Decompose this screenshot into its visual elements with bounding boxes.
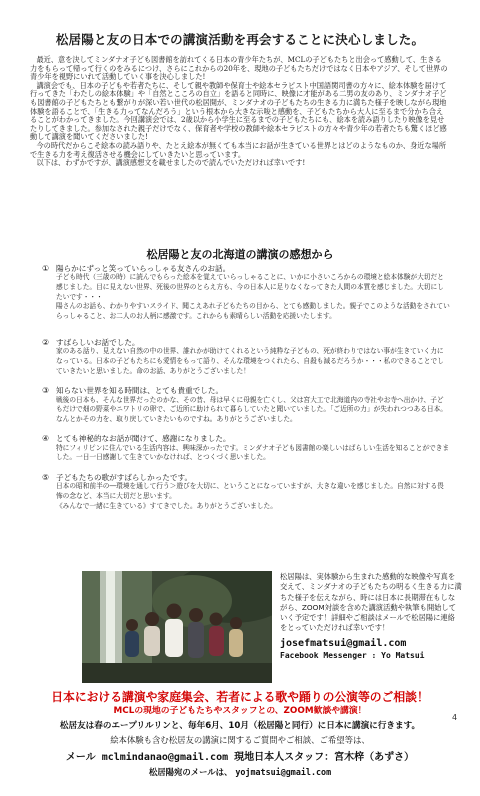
cta-line-1: 日本における講演や家庭集会、若者による歌や踊りの公演等のご相談！ [51, 690, 429, 704]
call-to-action [0, 690, 480, 717]
testimonial-item [42, 473, 450, 511]
item-heading: 知らない世界を知る時間は、とても貴重でした。 [56, 386, 224, 396]
yo-mail-address[interactable]: yojmatsui@gmail.com [235, 767, 332, 777]
intro-paragraph: 今の時代だからこそ絵本の読み語りや、たとえ絵本が無くても本当にお話が生きている世界とはどのようなものか、身近な場所で生きる力を考え復活させる機会にしていきたいと思っています。 [30, 140, 447, 159]
item-number: ⑤ [42, 472, 50, 482]
page-title: 松居陽と友の日本での講演活動を再会することに決心しました。 [55, 32, 425, 47]
testimonial-item [42, 386, 450, 424]
staff-label: 現地日本人スタッフ：宮木梓（あずさ） [234, 752, 415, 763]
item-heading: すばらしいお話でした。 [56, 338, 140, 347]
profile-facebook: Facebook Messenger : Yo Matsui [280, 650, 425, 660]
group-photo [82, 571, 272, 683]
yo-mail-label: 松居陽宛のメールは、 [148, 767, 233, 777]
page-number: 4 [452, 713, 458, 722]
testimonial-list [42, 264, 450, 517]
schedule-note: 松居友は春のエープリルリンと、毎年6月、10月（松居陽と同行）に日本に講演に行きます。 [59, 721, 421, 731]
cta-line-2: MCLの現地の子どもたちやスタッフとの、ZOOM歓談や講演！ [113, 706, 367, 716]
item-number: ① [42, 264, 50, 273]
inquiry-note: 絵本体験も含む松居友の講演に関するご質問やご相談、ご希望等は、 [110, 735, 370, 745]
item-text: 家のある話り、見えない自然の中の世界、誰れかが助けてくれるという純粋な子どもの、死が終わりではない事が生きていく力になっている。日本の子どもたちにも愛情をもって語り、そんな環境をつくれたら、自殺も減るだろうか・・・私のできることでしていきたいと思いました。命のお話、ありがとうございました！ [56, 347, 444, 375]
profile-blurb: 松居陽は、実体験から生まれた感動的な映像や写真を交えて、ミンダナオの子どもたちの明るく生きる力に満ちた様子を伝えながら、時には日本に長期滞在もしながら、ZOOM対談を含めた講演活動や執筆も開始していく予定です！詳細やご相談はメールで松居陽に連絡をとっていただければ幸いです！ [280, 572, 462, 633]
yo-matsui-profile [280, 572, 462, 660]
contact-email[interactable]: mclmindanao@gmail.com [101, 752, 229, 763]
group-photo-image [82, 571, 272, 683]
intro-paragraph: 講演会でも、日本の子どもや若者たちに、そして親や教師や保育士や絵本セラピスト中国語関司書の方々に、絵本体験を届けて行ってきた「わたしの絵本体験」や「自然とこころの自立」を語ると同時に、映像に才能がある二男の友のあり、ミンダナオ子ども図書館の子どもたちとも繋がりが深い若い世代の松居開が、ミンダナオの子どもたちの生きる力に満ちた様子を映しながら現地体験を語ることで、「生きる力ってなんだろう」という根本から大きな示唆と感動を、子どもたちから大人に至るまで分かち合えることがわかってきました。今回講演会では、2歳以から小学生に至るまでの子どもたちにも、絵本を読み語りしたり映像を見せたりしてきました。参加なされた親子だけでなく、保育者や学校の教師や絵本セラピストの方々や青少年の若者たちも驚くほど感動して講演を聞いてくださいました! [30, 80, 447, 142]
yo-mail-line [0, 766, 480, 778]
item-text: 子ども時代（三歳の時）に読んでもらった絵本を覚えていらっしゃることに、いかに小さいころからの環境と絵本体験が大切だと感じました。目に見えない世界、死後の世界のとらえ方も、今の日本人に足りなくなってきた人間の本質を感じました。大切にしたいです・・・ 陽さんのお話も、わかりやすいスライド、聞こえあれ子どもたちの目から、とても感動しました。親子でこのような活動をされていらっしゃること、お二人のお人柄に感激です。これからも素晴らしい活動を応援いたします。 [56, 273, 450, 320]
section-subtitle: 松居陽と友の北海道の講演の感想から [146, 248, 334, 261]
item-text: 特にフィリピンに住んでいる生活内容は、興味深かったです。ミンダナオ子ども図書館の楽しいはばらしい生活を知ることができました。一日一日感謝して生きていかなければ、とつくづく思いました。 [56, 443, 450, 462]
intro-paragraph: 最近、意を決してミンダナオ子ども図書館を訪れてくる日本の青少年たちが、MCLの子どもたちと出会って感動して、生きる力をもらって帰って行くのをみるにつけ、さらにこれからの20年を、現地の子どもたちだけではなく日本やアジア、そして世界の青少年を視野にいれて活動していく事を決心しました! [30, 55, 448, 82]
item-heading: 子どもたちの歌がすばらしかったです。 [56, 472, 193, 482]
item-number: ② [42, 338, 50, 347]
contact-line [0, 748, 480, 763]
item-text: 日本の昭和前半の―環境を通して行う＞遊びを大切に、ということになっていますが、大きな違いを感じました。自然に対する畏怖の念など、本当に大切だと思います。 《みんなで一緒に生きている》すてきでした。ありがとうございました。 [56, 482, 444, 510]
item-number: ④ [42, 434, 50, 444]
profile-email[interactable]: josefmatsui@gmail.com [280, 637, 407, 649]
intro-text [30, 56, 448, 168]
testimonial-item [42, 264, 450, 320]
intro-paragraph: 以下は、わずかですが、講演感想文を載せましたので読んでいただければ幸いです! [36, 158, 306, 168]
item-heading: 陽らかにずっと笑っていらっしゃる友さんのお話。 [56, 264, 231, 273]
item-text: 戦後の日本も、そんな世界だったのかな、その昔、母は早くに母親を亡くし、父は宮大工で北海道内の寺社やお寺へ出かけ、子どもだけで畑の野菜やニワトリの卵で、ご近所に助けられて暮らしていたと聞いていました。「ご近所の力」が失われつつある日本。なんとかその力を、取り戻していきたいものですね。ありがとうございました。 [56, 395, 447, 423]
testimonial-item [42, 434, 450, 463]
item-number: ③ [42, 386, 50, 396]
mail-label: メール [65, 752, 96, 763]
testimonial-item [42, 338, 450, 376]
item-heading: とても神秘的なお話が聞けて、感謝になりました。 [56, 434, 231, 444]
